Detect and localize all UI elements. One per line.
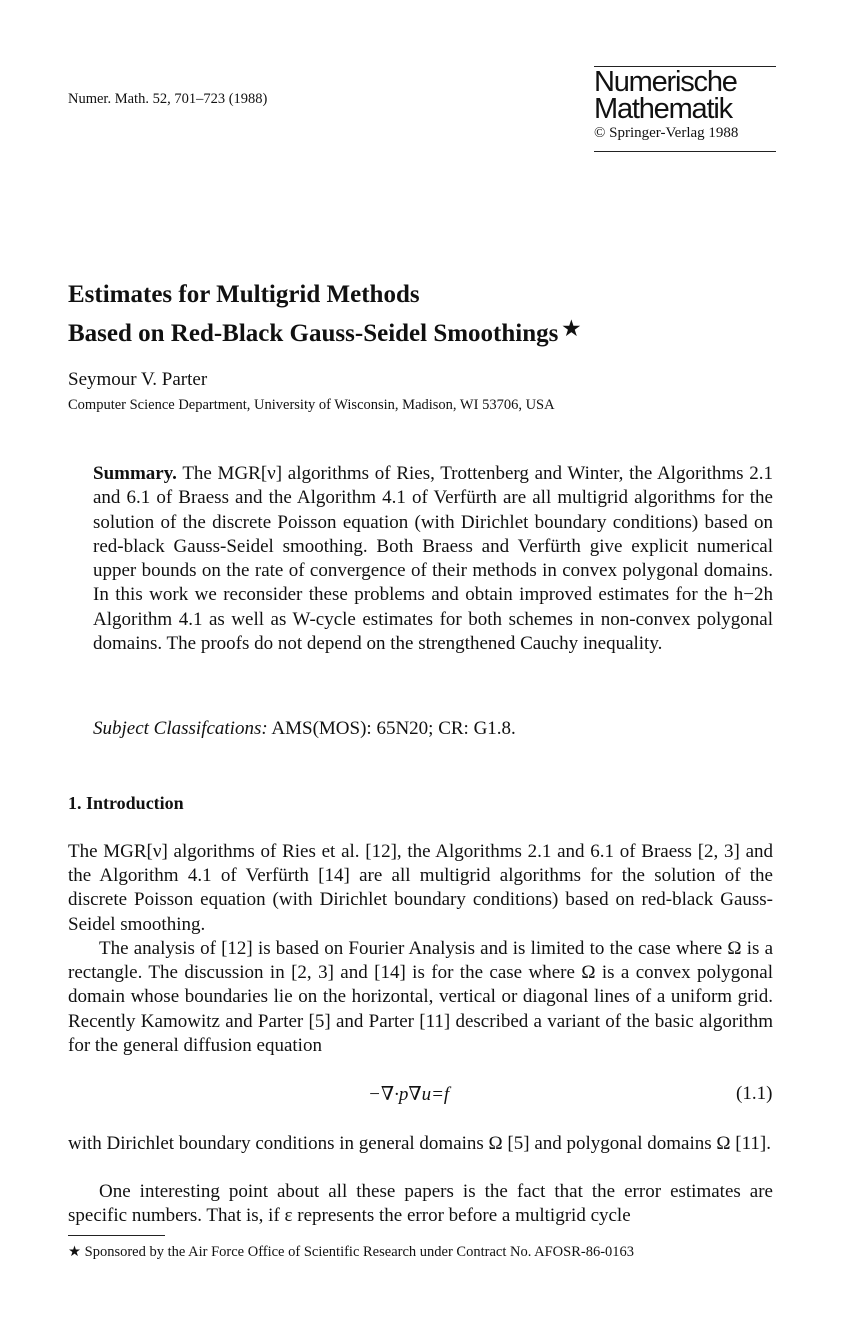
intro-paragraph-4 [68,1180,773,1228]
summary-paragraph [93,462,773,656]
footnote-star-icon: ★ [68,1244,81,1260]
title-line-2-text: Based on Red-Black Gauss-Seidel Smoothings [68,320,559,347]
author-affiliation: Computer Science Department, University of Wisconsin, Madison, WI 53706, USA [68,397,555,413]
section-heading: 1. Introduction [68,793,184,813]
header-rule-bottom [594,151,776,152]
footnote-text: Sponsored by the Air Force Office of Scientific Research under Contract No. AFOSR-86-0163 [84,1244,635,1260]
intro-paragraph-1: The MGR[ν] algorithms of Ries et al. [12], the Algorithms 2.1 and 6.1 of Braess [2, 3] and the Algorithm 4.1 of Verfürth [14] are all multigrid algorithms for the solution of the discrete Poisson equation (with Dirichlet boundary conditions) based on red-black Gauss-Seidel smoothing. [68,841,773,935]
summary-text: The MGR[ν] algorithms of Ries, Trottenberg and Winter, the Algorithms 2.1 and 6.1 of Braess and the Algorithm 4.1 of Verfürth are all multigrid algorithms for the solution of the discrete Poisson equation (with Dirichlet boundary conditions) based on red-black Gauss-Seidel smoothing. Both Braess and Verfürth give explicit numerical upper bounds on the rate of convergence of their methods in convex polygonal domains. In this work we reconsider these problems and obtain improved estimates for the h−2h Algorithm 4.1 as well as W-cycle estimates for both schemes in non-convex polygonal domains. The proofs do not depend on the strengthened Cauchy inequality. [93,463,773,655]
subject-classification [93,718,516,740]
footnote-star-icon: ★ [562,318,581,340]
author-name: Seymour V. Parter [68,369,208,390]
footnote [68,1244,634,1261]
subject-codes: AMS(MOS): 65N20; CR: G1.8. [271,718,516,739]
equation-number: (1.1) [736,1083,773,1104]
equation-1-1: −∇·p∇u=f [368,1084,450,1105]
summary-label: Summary. [93,463,177,484]
copyright-notice: © Springer-Verlag 1988 [594,125,739,141]
intro-paragraph-2-text: The analysis of [12] is based on Fourier Analysis and is limited to the case where Ω is a rectangle. The discussion in [2, 3] and [14] is for the case where Ω is a convex polygonal domain whose boundaries lie on the horizontal, vertical or diagonal lines of a uniform grid. Recently Kamowitz and Parter [5] and Parter [11] described a variant of the basic algorithm for the general diffusion equation [68,938,773,1056]
journal-name-line1: Numerische [594,66,737,98]
footnote-rule [68,1235,165,1236]
journal-citation: Numer. Math. 52, 701–723 (1988) [68,91,268,107]
title-line-1: Estimates for Multigrid Methods [68,281,420,308]
journal-logo [594,66,737,125]
subject-label: Subject Classifcations: [93,718,268,739]
journal-name-line2: Mathematik [594,93,732,125]
paper-title [68,278,580,351]
intro-paragraph-4-text: One interesting point about all these papers is the fact that the error estimates are specific numbers. That is, if ε represents the error before a multigrid cycle [68,1181,773,1227]
intro-paragraph-3: with Dirichlet boundary conditions in general domains Ω [5] and polygonal domains Ω [11]. [68,1133,771,1154]
intro-paragraph-2 [68,937,773,1058]
title-line-2 [68,312,580,351]
